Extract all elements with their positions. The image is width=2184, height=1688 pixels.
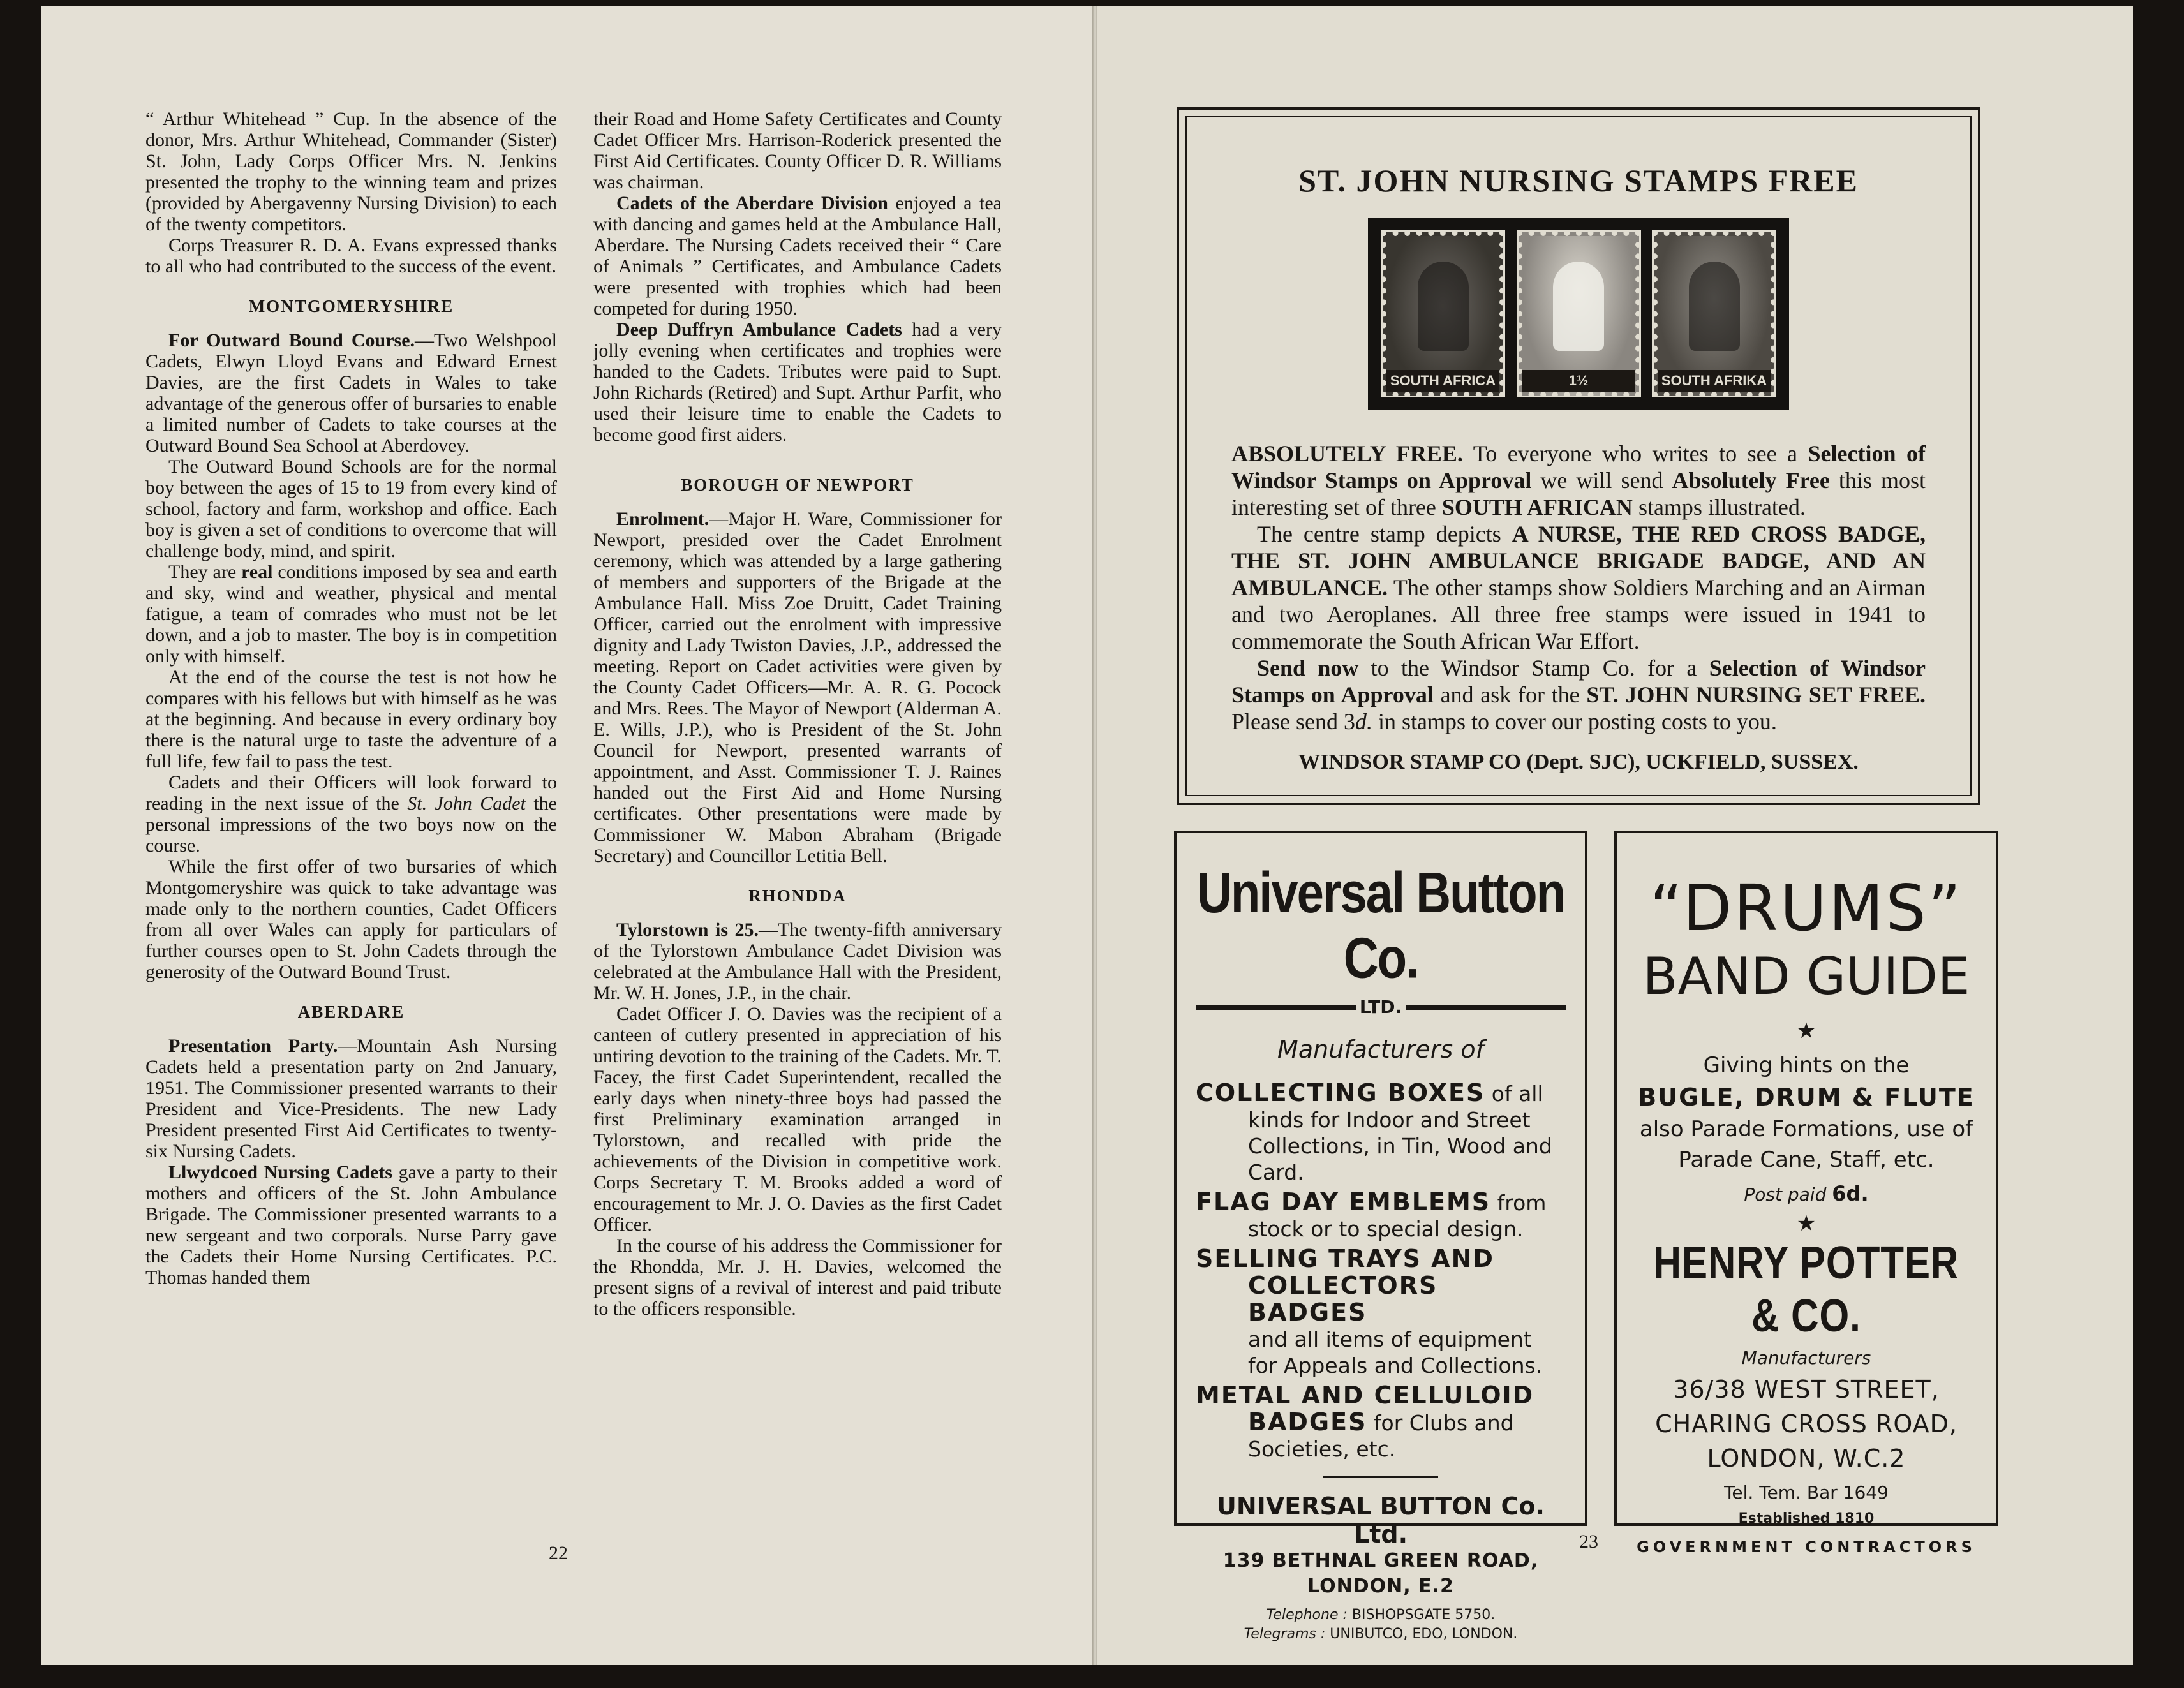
product-heading: FLAG DAY EMBLEMS (1196, 1188, 1491, 1216)
product-detail: for Clubs and Societies, etc. (1248, 1410, 1514, 1462)
paragraph-lead: Enrolment. (616, 508, 709, 529)
stamp-airman (1652, 230, 1776, 397)
text: Cadets and their Officers will look forward to reading in the next issue of the (145, 772, 557, 814)
paragraph: Corps Treasurer R. D. A. Evans expressed thanks to all who had contributed to the success of the event. (145, 235, 557, 277)
text: conditions imposed by sea and earth and sky, wind and weather, physical and mental fatigue, a team of comrades who must not be let down, and a job to master. The boy is in competition only with himself. (145, 561, 557, 667)
paragraph: —Major H. Ware, Commissioner for Newport, presided over the Cadet Enrolment ceremony, which was attended by a large gathering of members and supporters of the Brigade at the Ambulance Hall. Miss Zoe Druitt, Cadet Training Officer, carried out the enrolment with impressive dignity and Lady Twiston Davies, J.P., addressed the meeting. Report on Cadet activities were given by the County Cadet Officers—Mr. A. R. G. Pocock and Mrs. Rees. The Mayor of Newport (Alderman A. E. Wills, J.P.), who is President of the St. John Council for Newport, presented warrants of appointment, and Asst. Commissioner T. J. Raines handed out the First Aid and Home Nursing certificates. Other presentations were made by Commissioner W. Mabon Abraham (Brigade Secretary) and Councillor Letitia Bell. (593, 508, 1002, 866)
company-name: HENRY POTTER & CO. (1653, 1237, 1959, 1342)
paragraph: In the course of his address the Commissioner for the Rhondda, Mr. J. H. Davies, welcomed the present signs of a revival of interest and paid tribute to the officers responsible. (593, 1235, 1002, 1319)
address-line: CHARING CROSS ROAD, (1655, 1410, 1957, 1438)
section-heading: ABERDARE (297, 1002, 405, 1021)
paragraph: enjoyed a tea with dancing and games held at the Ambulance Hall, Aberdare. The Nursing Cadets received their “ Care of Animals ” Certificates, and Ambulance Cadets were presented with trophies which had been competed for during 1950. (593, 193, 1002, 319)
stamp-strip (1368, 218, 1789, 410)
paragraph: —Two Welshpool Cadets, Elwyn Lloyd Evans and Edward Ernest Davies, are the first Cadets in Wales to take advantage of the generous offer of bursaries to enable a limited number of Cadets to take courses at the Outward Bound Sea School at Aberdovey. (145, 330, 557, 456)
paragraph-lead: Deep Duffryn Ambulance Cadets (616, 319, 902, 340)
left-column-2 (593, 108, 1002, 1319)
section-heading: MONTGOMERYSHIRE (248, 297, 454, 316)
paragraph-lead: Presentation Party. (168, 1035, 338, 1056)
drums-advertisement (1614, 831, 1998, 1556)
spine (1092, 6, 1097, 1665)
company-name: UNIVERSAL BUTTON Co. Ltd. (1217, 1492, 1545, 1548)
ltd-rule (1196, 996, 1566, 1018)
text-line: also Parade Formations, use of (1639, 1116, 1973, 1142)
text: from (1490, 1190, 1547, 1215)
paragraph: —Mountain Ash Nursing Cadets held a presentation party on 2nd January, 1951. The Commissioner presented warrants to their President and Vice-Presidents. The new Lady President presented First Aid Certificates to twenty-six Nursing Cadets. (145, 1035, 557, 1162)
emphasis: real (241, 561, 273, 582)
page-number-left: 22 (549, 1543, 568, 1564)
product-heading: COLLECTING BOXES (1196, 1079, 1485, 1107)
value: UNIBUTCO, EDO, LONDON. (1325, 1626, 1518, 1642)
text: this most interesting set of three (1231, 468, 1926, 520)
nurse-figure-icon (1553, 262, 1604, 351)
address-line: 36/38 WEST STREET, (1673, 1375, 1940, 1403)
price: 6d. (1832, 1181, 1869, 1206)
button-co-title: Universal Button Co. (1196, 861, 1565, 991)
post-paid (1636, 1181, 1977, 1206)
band-guide-title: BAND GUIDE (1642, 947, 1970, 1006)
product-item (1196, 1382, 1566, 1462)
address-line: LONDON, E.2 (1307, 1575, 1454, 1597)
label: Telegrams : (1244, 1626, 1326, 1642)
telegrams (1196, 1625, 1566, 1644)
text: To everyone who writes to see a (1462, 441, 1808, 466)
stamp-soldiers (1381, 230, 1505, 397)
stamp-caption: SOUTH AFRICA (1386, 370, 1499, 392)
product-item (1196, 1189, 1566, 1242)
stamps-ad-address: WINDSOR STAMP CO (Dept. SJC), UCKFIELD, SUSSEX. (1298, 750, 1859, 774)
divider (1323, 1476, 1438, 1478)
value: BISHOPSGATE 5750. (1347, 1607, 1496, 1623)
text: The other stamps show Soldiers Marching and an Airman and two Aeroplanes. All three free stamps were issued in 1941 to commemorate the South African War Effort. (1231, 575, 1926, 654)
paragraph-lead: Llwydcoed Nursing Cadets (168, 1162, 392, 1183)
text: the personal impressions of the two boys now on the course. (145, 793, 558, 856)
label: Post paid (1744, 1184, 1832, 1205)
paragraph: —The twenty-fifth anniversary of the Tylorstown Ambulance Cadet Division was celebrated at the Ambulance Hall with the President, Mr. W. H. Jones, J.P., in the chair. (593, 919, 1002, 1003)
button-co-advertisement (1174, 831, 1587, 1642)
paragraph: had a very jolly evening when certificates and trophies were handed to the Cadets. Tributes were paid to Supt. John Richards (Retired) and Supt. Arthur Parfit, who used their leisure time to enable the Cadets to become good first aiders. (593, 319, 1002, 445)
text-line: Giving hints on the (1703, 1053, 1910, 1078)
government-contractors: GOVERNMENT CONTRACTORS (1637, 1538, 1976, 1556)
product-detail: stock or to special design. (1248, 1217, 1524, 1241)
text: Selection of Windsor Stamps on Approval (1231, 655, 1926, 707)
text-line: Parade Cane, Staff, etc. (1678, 1147, 1935, 1173)
text: in stamps to cover our posting costs to you. (1372, 709, 1777, 734)
product-detail: kinds for Indoor and Street Collections, in Tin, Wood and Card. (1248, 1107, 1552, 1185)
text: and ask for the (1433, 682, 1587, 707)
text: we will send (1531, 468, 1672, 493)
star-icon: ★ (1796, 1211, 1816, 1236)
text: They are (168, 561, 242, 582)
text: of all (1485, 1081, 1543, 1106)
paragraph: Cadet Officer J. O. Davies was the recipient of a canteen of cutlery presented in appreciation of his untiring devotion to the training of the Cadets. Mr. T. Facey, the first Cadet Superintendent, recalled the early days when ninety-three boys had passed the first Preliminary examination arranged in Tylorstown, and recalled with pride the achievements of the Division in competitive work. Corps Secretary T. M. Brooks added a word of encouragement to Mr. J. O. Davies as the first Cadet Officer. (593, 1003, 1002, 1235)
product-detail: and all items of equipment for Appeals and Collections. (1248, 1327, 1543, 1378)
established: Established 1810 (1738, 1511, 1875, 1527)
text: Send now (1257, 655, 1359, 681)
stamps-ad-title: ST. JOHN NURSING STAMPS FREE (1298, 163, 1859, 198)
label: Telephone : (1266, 1607, 1348, 1623)
text: stamps illustrated. (1632, 494, 1806, 520)
text: Please send 3 (1231, 709, 1355, 734)
text: SOUTH AFRICAN (1441, 494, 1633, 520)
left-column-1 (145, 108, 557, 1288)
product-heading: BADGES (1248, 1408, 1367, 1436)
instruments: BUGLE, DRUM & FLUTE (1638, 1083, 1975, 1111)
rule-right (1406, 1005, 1566, 1010)
telephone: Tel. Tem. Bar 1649 (1724, 1482, 1889, 1503)
paragraph-lead: Tylorstown is 25. (616, 919, 759, 940)
ltd-label: LTD. (1359, 996, 1402, 1018)
stamp-caption: 1½ (1522, 370, 1635, 392)
paragraph-lead: For Outward Bound Course. (168, 330, 415, 351)
telephone (1196, 1606, 1566, 1625)
product-heading: METAL AND CELLULOID (1196, 1381, 1534, 1409)
rule-left (1196, 1005, 1356, 1010)
paragraph: gave a party to their mothers and officers of the St. John Ambulance Brigade. The Commissioner presented warrants to a new sergeant and two corporals. Nurse Parry gave the Cadets their Home Nursing Certificates. P.C. Thomas handed them (145, 1162, 558, 1288)
paragraph: “ Arthur Whitehead ” Cup. In the absence of the donor, Mrs. Arthur Whitehead, Commander (Sister) St. John, Lady Corps Officer Mrs. N. Jenkins presented the trophy to the winning team and prizes (provided by Abergavenny Nursing Division) to each of the twenty competitors. (145, 108, 557, 235)
text: Absolutely Free (1672, 468, 1830, 493)
drums-title: “DRUMS” (1649, 871, 1963, 945)
soldiers-figure-icon (1418, 262, 1469, 351)
page-number-right: 23 (1579, 1531, 1598, 1552)
text: ST. JOHN NURSING SET FREE. (1586, 682, 1926, 707)
text: d. (1355, 709, 1372, 734)
stamp-nurse (1517, 230, 1641, 397)
stamps-ad-body (1231, 440, 1926, 776)
text: ABSOLUTELY FREE. (1231, 441, 1463, 466)
airman-figure-icon (1689, 262, 1740, 351)
section-heading: RHONDDA (748, 886, 847, 905)
publication-title: St. John Cadet (407, 793, 526, 814)
product-heading: COLLECTORS BADGES (1248, 1271, 1438, 1326)
manufacturers-label: Manufacturers (1741, 1347, 1871, 1368)
text: The centre stamp depicts (1257, 521, 1512, 547)
manufacturers-of: Manufacturers of (1277, 1035, 1484, 1063)
address-line: LONDON, W.C.2 (1707, 1444, 1906, 1472)
text: to the Windsor Stamp Co. for a (1358, 655, 1709, 681)
section-heading: BOROUGH OF NEWPORT (681, 475, 914, 494)
paragraph: The Outward Bound Schools are for the normal boy between the ages of 15 to 19 from every kind of school, factory and farm, workshop and office. Each boy is given a set of conditions to overcome that will challenge body, mind, and spirit. (145, 456, 557, 561)
text: Selection of Windsor Stamps on Approval (1231, 441, 1926, 493)
product-item (1196, 1080, 1566, 1185)
paragraph: At the end of the course the test is not how he compares with his fellows but with himself as he was at the beginning. And because in every ordinary boy there is the natural urge to taste the adventure of a full life, few fail to pass the test. (145, 667, 557, 772)
address-line: 139 BETHNAL GREEN ROAD, (1222, 1550, 1539, 1572)
stamps-advertisement (1177, 107, 1980, 805)
product-heading: SELLING TRAYS AND (1196, 1245, 1494, 1273)
stamp-caption: SOUTH AFRIKA (1658, 370, 1771, 392)
paragraph: While the first offer of two bursaries of which Montgomeryshire was quick to take advantage was made only to the northern counties, Cadet Officers from all over Wales can apply for particulars of further courses open to St. John Cadets through the generosity of the Outward Bound Trust. (145, 856, 557, 982)
paragraph-lead: Cadets of the Aberdare Division (616, 193, 888, 214)
product-item (1196, 1246, 1566, 1379)
star-icon: ★ (1796, 1018, 1816, 1044)
paragraph: their Road and Home Safety Certificates and County Cadet Officer Mrs. Harrison-Roderick presented the First Aid Certificates. County Officer D. R. Williams was chairman. (593, 108, 1002, 193)
text: A NURSE, THE RED CROSS BADGE, THE ST. JOHN AMBULANCE BRIGADE BADGE, AND AN AMBULANCE. (1231, 521, 1926, 600)
